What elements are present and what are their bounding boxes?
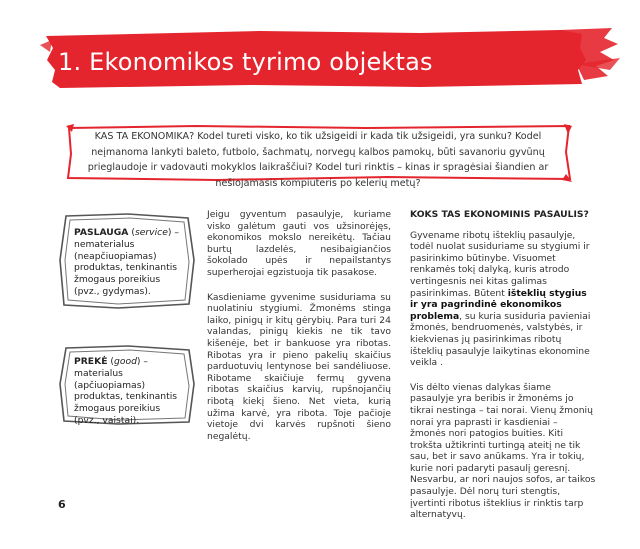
- service-definition-text: – nematerialus (neapčiuopiamas) produktas, tenkinantis žmogaus poreikius (pvz., gydymas).: [74, 227, 179, 297]
- middle-paragraph-2: Kasdieniame gyvenime susiduriama su nuolatiniu stygiumi. Žmonėms stinga laiko, pinigų ir kitų gėrybių. Para turi 24 valandas, pinigų kiekis ne tik tavo kišenėje, bet ir bankuose yra ribotas. Ribotas yra ir pieno pakelių skaičius parduotuvių lentynose bei sandėliuose. Ribotame skaičiuje fermų gyvena ribotas skaičius karvių, rupšnojančių ribotą kiekį šieno. Net vieta, kurią užima karvė, yra ribota. Toje pačioje vietoje dvi karvės rupšnoti šieno negalėtų.: [207, 291, 391, 442]
- middle-paragraph-1: Jeigu gyventum pasaulyje, kuriame visko galėtum gauti vos užsinorėjęs, ekonomikos mokslo nereikėtų. Tačiau burtų lazdelės, nesibaigiančios šokolado upės ir nepailstantys superherojai egzistuoja tik pasakose.: [207, 209, 391, 278]
- page-title: 1. Ekonomikos tyrimo objektas: [58, 48, 433, 76]
- key-problem-highlight: išteklių stygius ir yra pagrindinė ekonomikos problema: [410, 287, 587, 322]
- right-paragraph-1: [410, 230, 596, 369]
- right-column: [410, 209, 596, 534]
- page-number: 6: [58, 498, 66, 511]
- service-definition: PASLAUGA (service) – nematerialus (neapčiuopiamas) produktas, tenkinantis žmogaus poreikius (pvz., gydymas).: [74, 227, 179, 297]
- right-paragraph-2: Vis dėlto vienas dalykas šiame pasaulyje yra beribis ir žmonėms jo tikrai nestinga – tai norai. Vienų žmonių norai yra paprasti ir kasdieniai – žmonės nori patogios buities. Kiti trokšta užtikrinti turtingą ateitį ne tik sau, bet ir savo anūkams. Yra ir tokių, kurie nori padaryti pasaulį geresnį. Nesvarbu, ar nori naujos sofos, ar taikos pasaulyje. Dėl norų turi stengtis, įvertinti ribotus išteklius ir rinktis tarp alternatyvų.: [410, 381, 596, 521]
- service-term-en: service: [134, 227, 168, 238]
- good-term: PREKĖ: [74, 356, 108, 367]
- right-column-heading: KOKS TAS EKONOMINIS PASAULIS?: [410, 209, 589, 220]
- good-term-en: good: [114, 356, 137, 367]
- good-definition-text: – materialus (apčiuopiamas) produktas, tenkinantis žmogaus poreikius (pvz., vaistai).: [74, 356, 178, 426]
- service-term: PASLAUGA: [74, 227, 129, 238]
- good-definition: PREKĖ (good) – materialus (apčiuopiamas) produktas, tenkinantis žmogaus poreikius (pvz., vaistai).: [74, 356, 178, 426]
- intro-text: KAS TA EKONOMIKA? Kodel tureti visko, ko tik užsigeidi ir kada tik užsigeidi, yra sunku? Kodel neįmanoma lankyti baleto, futbolo, šachmatų, norvegų kalbos pamokų, būti savanoriu gyvūnų prieglaudoje ir vadovauti mokyklos laikraščiui? Kodel turi rinktis – kinas ir spragėsiai šiandien ar nešiojamasis kompiuteris po kelerių metų?: [87, 131, 549, 189]
- right-paragraph-1-end: , su kuria susiduria pavieniai žmonės, bendruomenės, valstybės, ir kiekvienas jų pasirinkimas ribotų išteklių pasaulyje laikytinas ekonomine veikla .: [410, 310, 591, 369]
- right-paragraph-1-start: Gyvename ribotų išteklių pasaulyje, todėl nuolat susiduriame su stygiumi ir pasirinkimo būtinybe. Visuomet renkamės tokį dalyką, kuris atrodo vertingesnis nei kitas galimas pasirinkimas. Būtent: [410, 229, 590, 299]
- middle-column: [207, 209, 391, 455]
